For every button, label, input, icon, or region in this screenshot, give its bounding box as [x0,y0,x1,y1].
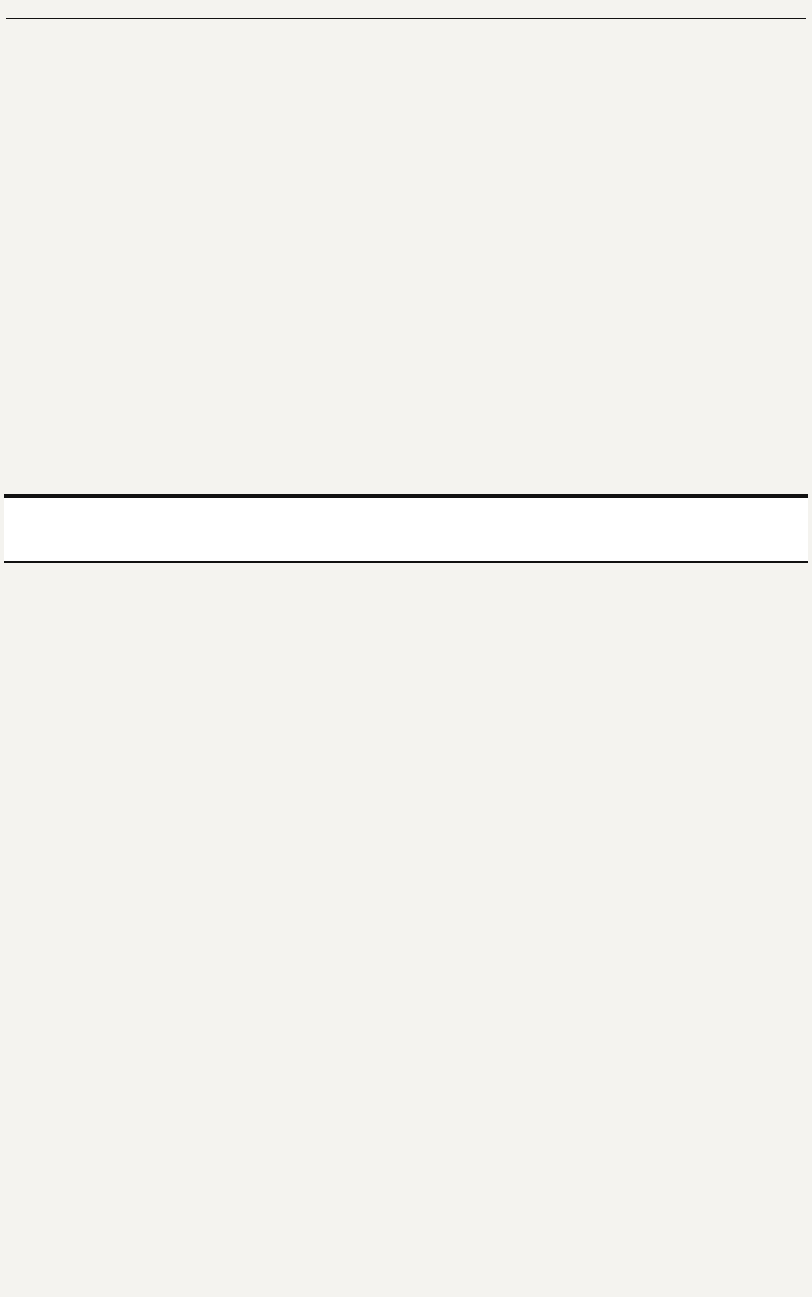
masthead [6,4,806,19]
guide-deadline-bar [4,497,808,498]
service-guide-columns [4,560,808,1293]
home-service-guide-banner [4,494,808,563]
help-wanted-columns [4,22,808,492]
